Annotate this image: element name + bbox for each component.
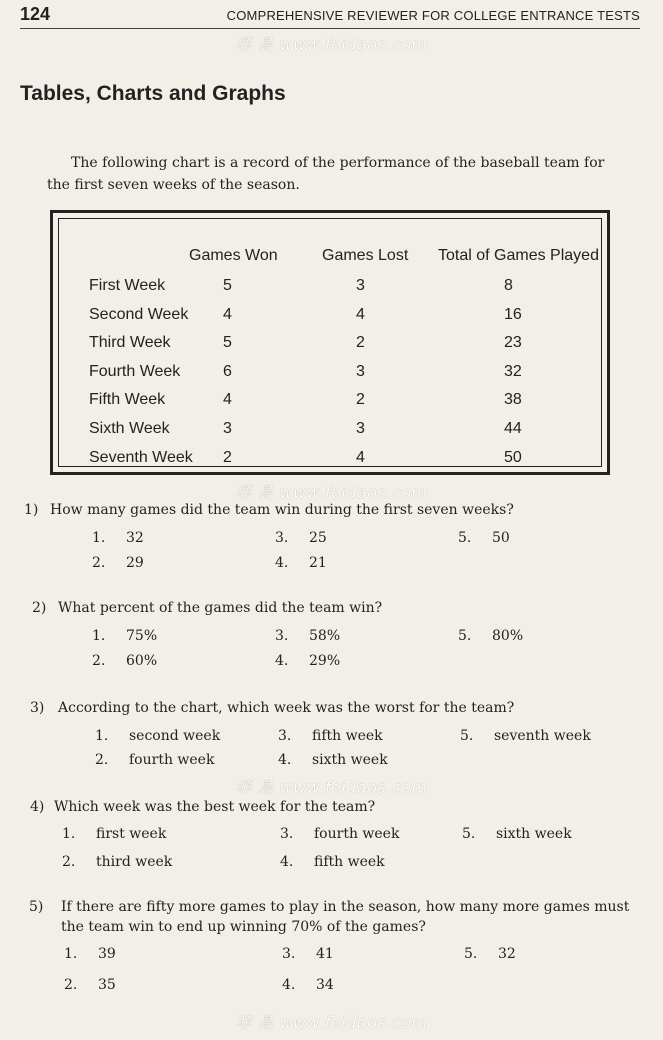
option-number: 4. — [275, 653, 289, 669]
table-cell-lost: 4 — [356, 448, 365, 466]
table-cell-total: 44 — [504, 420, 522, 437]
answer-option[interactable] — [95, 728, 220, 744]
table-cell-lost: 2 — [356, 391, 365, 409]
table-cell-won: 4 — [223, 305, 232, 323]
answer-option[interactable] — [458, 628, 523, 644]
running-head: COMPREHENSIVE REVIEWER FOR COLLEGE ENTRANCE TESTS — [226, 8, 640, 23]
answer-option[interactable] — [460, 728, 591, 744]
answer-option[interactable] — [64, 977, 116, 993]
option-number: 5. — [464, 946, 478, 962]
option-text: fourth week — [314, 826, 400, 842]
question-text: How many games did the team win during the first seven weeks? — [50, 502, 514, 518]
option-number: 4. — [278, 752, 292, 768]
table-cell-week: Seventh Week — [89, 448, 193, 466]
table-cell-lost: 3 — [356, 420, 365, 437]
option-text: 41 — [316, 946, 334, 962]
table-cell-lost: 4 — [356, 305, 365, 323]
answer-option[interactable] — [62, 854, 172, 870]
question-number: 4) — [30, 799, 45, 815]
question-number: 3) — [30, 700, 45, 716]
option-number: 1. — [92, 530, 106, 546]
option-number: 2. — [95, 752, 109, 768]
option-number: 2. — [64, 977, 78, 993]
table-cell-total: 38 — [504, 391, 522, 409]
option-text: 60% — [126, 653, 158, 669]
answer-option[interactable] — [92, 530, 144, 546]
answer-option[interactable] — [280, 854, 385, 870]
intro-paragraph: The following chart is a record of the performance of the baseball team for the first seven weeks of the season. — [47, 155, 605, 193]
option-number: 2. — [92, 555, 106, 571]
option-number: 1. — [64, 946, 78, 962]
answer-option[interactable] — [64, 946, 116, 962]
option-number: 1. — [92, 628, 106, 644]
option-text: 75% — [126, 628, 158, 644]
answer-option[interactable] — [278, 728, 383, 744]
option-text: fourth week — [129, 752, 215, 768]
option-text: 80% — [492, 628, 524, 644]
table-cell-won: 6 — [223, 362, 232, 380]
table-cell-week: Fourth Week — [89, 362, 181, 380]
answer-option[interactable] — [92, 555, 144, 571]
option-text: 32 — [126, 530, 144, 546]
answer-option[interactable] — [278, 752, 388, 768]
question-text: According to the chart, which week was the worst for the team? — [58, 700, 515, 716]
answer-option[interactable] — [280, 826, 399, 842]
option-number: 5. — [458, 530, 472, 546]
option-text: sixth week — [496, 826, 572, 842]
answer-option[interactable] — [95, 752, 214, 768]
answer-option[interactable] — [282, 946, 334, 962]
question-number: 1) — [24, 502, 39, 518]
option-number: 5. — [458, 628, 472, 644]
page-header — [20, 2, 640, 29]
table-cell-total: 8 — [504, 277, 513, 294]
option-number: 3. — [275, 628, 289, 644]
answer-option[interactable] — [62, 826, 166, 842]
table-cell-week: Second Week — [89, 305, 189, 323]
table-cell-total: 50 — [504, 448, 522, 466]
option-text: 35 — [98, 977, 116, 993]
option-text: 21 — [309, 555, 327, 571]
column-header-games-won: Games Won — [189, 247, 278, 264]
table-cell-total: 16 — [504, 305, 522, 323]
option-text: fifth week — [312, 728, 383, 744]
option-number: 2. — [92, 653, 106, 669]
answer-option[interactable] — [92, 628, 157, 644]
section-title: Tables, Charts and Graphs — [20, 82, 286, 105]
page-number: 124 — [20, 4, 51, 24]
answer-option[interactable] — [464, 946, 516, 962]
performance-table — [50, 210, 610, 475]
option-text: 34 — [316, 977, 334, 993]
table-cell-week: Sixth Week — [89, 420, 170, 437]
answer-option[interactable] — [282, 977, 334, 993]
question-text: If there are fifty more games to play in the season, how many more games must the team win to end up winning 70% of the games? — [61, 899, 630, 935]
watermark: 菲 島 www.feidaos.com — [235, 1013, 428, 1032]
option-number: 3. — [280, 826, 294, 842]
watermark: 菲 島 www.feidaos.com — [235, 35, 428, 54]
option-number: 5. — [460, 728, 474, 744]
option-text: second week — [129, 728, 221, 744]
option-number: 5. — [462, 826, 476, 842]
option-text: sixth week — [312, 752, 388, 768]
option-text: 58% — [309, 628, 341, 644]
table-cell-total: 23 — [504, 334, 522, 352]
option-number: 4. — [275, 555, 289, 571]
option-text: seventh week — [494, 728, 591, 744]
answer-option[interactable] — [462, 826, 572, 842]
question-number: 2) — [32, 600, 47, 616]
answer-option[interactable] — [275, 628, 340, 644]
option-text: 39 — [98, 946, 116, 962]
option-text: third week — [96, 854, 173, 870]
watermark: 菲 島 www.feidaos.com — [235, 778, 428, 797]
option-number: 3. — [282, 946, 296, 962]
option-text: 29% — [309, 653, 341, 669]
option-number: 4. — [280, 854, 294, 870]
option-number: 1. — [95, 728, 109, 744]
table-cell-week: Fifth Week — [89, 391, 166, 409]
table-cell-won: 5 — [223, 334, 232, 352]
table-cell-week: First Week — [89, 277, 166, 294]
table-cell-total: 32 — [504, 362, 522, 380]
question-text: Which week was the best week for the team? — [54, 799, 376, 815]
table-cell-lost: 3 — [356, 277, 365, 294]
answer-option[interactable] — [458, 530, 510, 546]
answer-option[interactable] — [275, 530, 327, 546]
table-cell-won: 3 — [223, 420, 232, 437]
performance-table-inner — [58, 218, 602, 467]
option-text: 50 — [492, 530, 510, 546]
table-cell-lost: 2 — [356, 334, 365, 352]
table-cell-won: 5 — [223, 277, 232, 294]
question-number: 5) — [29, 899, 44, 915]
answer-option[interactable] — [92, 653, 157, 669]
option-text: fifth week — [314, 854, 385, 870]
option-text: 29 — [126, 555, 144, 571]
answer-option[interactable] — [275, 555, 327, 571]
answer-option[interactable] — [275, 653, 340, 669]
table-cell-won: 2 — [223, 448, 232, 466]
option-text: 32 — [498, 946, 516, 962]
option-number: 2. — [62, 854, 76, 870]
column-header-total-played: Total of Games Played — [438, 247, 599, 264]
option-number: 3. — [275, 530, 289, 546]
table-cell-lost: 3 — [356, 362, 365, 380]
question-text: What percent of the games did the team win? — [58, 600, 383, 616]
watermark: 菲 島 www.feidaos.com — [235, 483, 428, 502]
option-number: 4. — [282, 977, 296, 993]
table-cell-won: 4 — [223, 391, 232, 409]
option-text: 25 — [309, 530, 327, 546]
option-number: 3. — [278, 728, 292, 744]
table-cell-week: Third Week — [89, 334, 171, 352]
option-text: first week — [96, 826, 167, 842]
column-header-games-lost: Games Lost — [322, 247, 409, 264]
option-number: 1. — [62, 826, 76, 842]
